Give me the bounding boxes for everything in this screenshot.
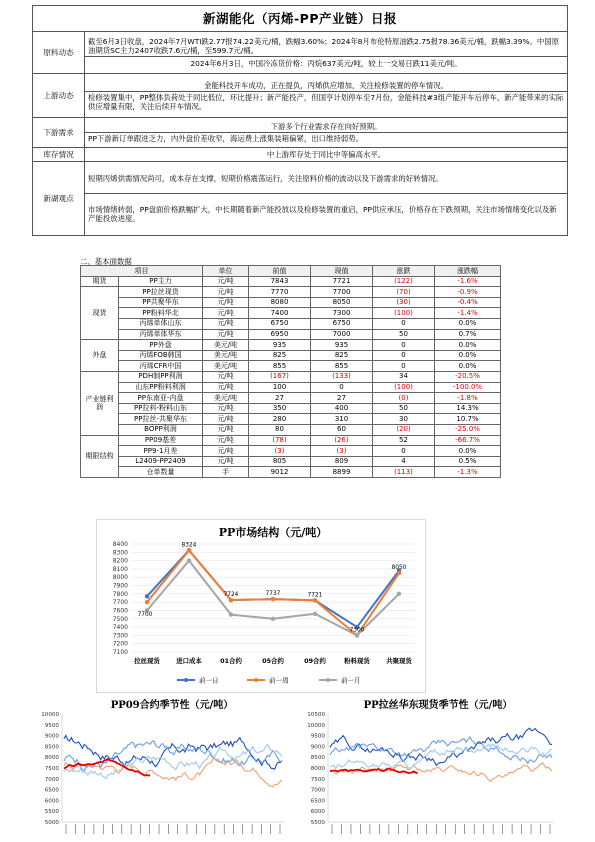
current-cell: 8050 [311,297,373,308]
change-cell: (100) [373,382,435,393]
change-cell: 0 [373,340,435,351]
y-tick-label: 7500 [112,615,128,623]
item-cell: PP拉料-粉料山东 [119,403,203,414]
y-tick-label: 6500 [310,798,325,805]
table-row [81,297,501,308]
prev-cell: (3) [249,446,311,457]
row-label-inventory: 库存情况 [33,148,85,162]
demand-text [85,118,568,148]
x-tick-label: 09合约 [304,657,326,665]
change-pct-cell: 10.7% [435,414,501,425]
item-cell: 山东PP粉料利润 [119,382,203,393]
change-cell: 0 [373,350,435,361]
item-cell: PP东南亚-内盘 [119,393,203,404]
change-pct-cell: 0.0% [435,361,501,372]
current-cell: 935 [311,340,373,351]
change-pct-cell: 0.5% [435,456,501,467]
change-pct-cell: 0.7% [435,329,501,340]
y-tick-label: 7600 [112,607,128,615]
raw-material-line-1: 截至6月3日收盘，2024年7月WTI跌2.77报74.22美元/桶，跌幅3.60%；2024年8月布伦特原油跌2.75报78.36美元/桶，跌幅3.39%。中国原油期货SC主力2407收跌7.6元/桶，至599.7元/桶。 [85,36,567,57]
data-label: 7700 [137,612,153,619]
item-cell: L2409-PP2409 [119,456,203,467]
unit-cell: 元/吨 [203,297,249,308]
change-cell: (122) [373,276,435,287]
unit-cell: 元/吨 [203,456,249,467]
table-row [81,308,501,319]
category-cell: 期限结构 [81,435,119,477]
x-tick-label: 01合约 [220,657,242,665]
y-tick-label: 8500 [310,755,325,762]
unit-cell: 元/吨 [203,403,249,414]
current-cell: 400 [311,403,373,414]
upstream-line-2: 检修装置集中，PP整体负荷处于同比低位，环比提升；新产能投产，但国亨计划停车至7月份，金能科技#3组产能开车后停车，新产能带来的实际供应增量有限，关注后续开车情况。 [88,92,564,111]
data-point [355,633,359,637]
x-tick-label: 共聚现货 [386,657,412,665]
data-label: 7724 [223,592,239,599]
x-tick-label: 进口成本 [176,657,202,665]
change-cell: 0 [373,446,435,457]
table-row [81,287,501,298]
row-label-raw-material: 原料动态 [33,32,85,74]
data-label: 7721 [307,592,323,599]
item-cell: PP主力 [119,276,203,287]
prev-cell: 280 [249,414,311,425]
prev-cell: 935 [249,340,311,351]
prev-cell: 100 [249,382,311,393]
y-tick-label: 5500 [310,820,325,826]
data-label: 7300 [349,627,365,634]
unit-cell: 美元/吨 [203,350,249,361]
change-pct-cell: 0.0% [435,340,501,351]
data-label: 8324 [181,542,197,549]
change-cell: 34 [373,371,435,382]
table-row [81,361,501,372]
change-cell: (20) [373,424,435,435]
y-tick-label: 7000 [44,776,59,783]
seasonal-series-line [330,728,552,765]
demand-line-1: 下游多个行业需求存在向好预期。 [85,121,567,133]
item-cell: PP粉料华北 [119,308,203,319]
y-tick-label: 9500 [44,722,59,729]
prev-cell: 7843 [249,276,311,287]
prev-cell: 9012 [249,467,311,478]
seasonal-series-line [330,737,552,763]
y-tick-label: 10000 [41,712,59,718]
demand-line-2: PP下游新订单跟进乏力，内外盘价差收窄，海运费上涨集装箱偏紧，出口维持弱势。 [88,134,363,143]
data-point [145,594,149,598]
row-label-demand: 下游需求 [33,118,85,148]
change-pct-cell: -25.0% [435,424,501,435]
current-cell: (3) [311,446,373,457]
header-item: 项目 [81,266,203,277]
prev-cell: 6950 [249,329,311,340]
view-line-2: 市场情绪转弱，PP盘面价格跌幅扩大，中长期随着新产能投放以及检修装置的重启，PP供应承压，价格存在下跌预期，关注市场情绪变化以及新产能投放进度。 [88,205,557,223]
y-tick-label: 7400 [112,624,128,632]
table-row [81,276,501,287]
change-cell: 0 [373,318,435,329]
item-cell: PP拉丝-共聚华东 [119,414,203,425]
change-pct-cell: 0.0% [435,318,501,329]
table-row [81,435,501,446]
y-tick-label: 6500 [44,787,59,794]
table-row [81,467,501,478]
upstream-text [85,74,568,118]
category-cell: 期货 [81,276,119,287]
header-current: 现值 [311,266,373,277]
data-point [271,617,275,621]
raw-material-line-2: 2024年6月3日，中国冷冻货价格：丙烷637美元/吨，较上一交易日跌11美元/吨。 [190,59,462,68]
change-pct-cell: -66.7% [435,435,501,446]
series-line [147,550,399,627]
y-tick-label: 6000 [44,798,59,805]
basic-data-table [80,265,501,478]
y-tick-label: 9000 [44,733,59,740]
category-cell: 现货 [81,287,119,340]
legend-label: 前一月 [341,676,361,685]
view-line-1: 短期丙烯供需情况尚可，成本存在支撑，短期价格震荡运行，关注原料价格的波动以及下游需求的好转情况。 [85,173,567,194]
data-point [187,558,191,562]
change-cell: 30 [373,414,435,425]
y-tick-label: 7100 [112,649,128,656]
change-pct-cell: -1.3% [435,467,501,478]
current-cell: 310 [311,414,373,425]
inventory-text: 中上游库存处于同比中等偏高水平。 [85,148,568,162]
data-label: 7737 [265,591,281,598]
unit-cell: 美元/吨 [203,361,249,372]
item-cell: PP共聚华东 [119,297,203,308]
current-cell: 6750 [311,318,373,329]
unit-cell: 手 [203,467,249,478]
y-tick-label: 8000 [112,574,128,582]
change-pct-cell: -0.4% [435,297,501,308]
data-point [229,612,233,616]
data-point [229,598,233,602]
data-point [397,592,401,596]
table-row [81,329,501,340]
current-cell: 7700 [311,287,373,298]
y-tick-label: 8200 [112,557,128,565]
current-cell: 27 [311,393,373,404]
prev-cell: 805 [249,456,311,467]
market-structure-title: PP市场结构（元/吨） [218,526,328,539]
data-point [313,598,317,602]
current-cell: 7300 [311,308,373,319]
change-cell: (70) [373,287,435,298]
prev-cell: (78) [249,435,311,446]
y-tick-label: 7800 [112,590,128,598]
pp09-seasonality-svg [32,694,294,842]
change-pct-cell: -20.5% [435,371,501,382]
prev-cell: 8080 [249,297,311,308]
unit-cell: 元/吨 [203,276,249,287]
change-cell: 4 [373,456,435,467]
x-tick-label: 粉料现货 [344,657,370,665]
y-tick-label: 8000 [44,755,59,762]
table-row [81,403,501,414]
prev-cell: 7400 [249,308,311,319]
current-cell: 7721 [311,276,373,287]
table-row [81,371,501,382]
prev-cell: 855 [249,361,311,372]
unit-cell: 元/吨 [203,435,249,446]
prev-cell: 6750 [249,318,311,329]
y-tick-label: 9000 [310,744,325,751]
y-tick-label: 5500 [44,809,59,816]
table-row [81,456,501,467]
change-pct-cell: -0.9% [435,287,501,298]
current-cell: 0 [311,382,373,393]
upstream-line-1: 金能科技开车成功，正在提负，丙烯供应增加，关注检修装置的停车情况。 [85,80,567,92]
unit-cell: 元/吨 [203,371,249,382]
header-prev: 前值 [249,266,311,277]
seasonal-series-line [64,735,282,769]
prev-cell: 80 [249,424,311,435]
change-pct-cell: -1.6% [435,276,501,287]
category-cell: 外盘 [81,340,119,372]
table-row [81,446,501,457]
header-change-pct: 涨跌幅 [435,266,501,277]
view-text [85,162,568,236]
change-pct-cell: 0.0% [435,446,501,457]
y-tick-label: 7700 [112,599,128,607]
item-cell: 丙烯单体山东 [119,318,203,329]
current-cell: 825 [311,350,373,361]
unit-cell: 元/吨 [203,318,249,329]
unit-cell: 元/吨 [203,329,249,340]
y-tick-label: 7500 [310,776,325,783]
change-cell: 50 [373,329,435,340]
y-tick-label: 8400 [112,541,128,548]
unit-cell: 美元/吨 [203,393,249,404]
report-table [32,5,568,236]
prev-cell: 825 [249,350,311,361]
change-cell: 50 [373,403,435,414]
change-pct-cell: -1.8% [435,393,501,404]
raw-material-text [85,32,568,74]
row-label-upstream: 上游动态 [33,74,85,118]
y-tick-label: 8300 [112,549,128,557]
basic-data-title: 二、基本面数据 [80,257,132,266]
pp09-seasonality-chart [32,694,294,842]
y-tick-label: 7900 [112,582,128,590]
legend-label: 前一日 [199,676,219,685]
table-row [81,350,501,361]
change-cell: (0) [373,393,435,404]
table-row [81,393,501,404]
prev-cell: 350 [249,403,311,414]
legend-label: 前一周 [269,676,289,685]
table-row [81,340,501,351]
current-cell: (26) [311,435,373,446]
current-cell: 7000 [311,329,373,340]
change-cell: (30) [373,297,435,308]
y-tick-label: 9500 [310,733,325,740]
item-cell: 丙烯单体华东 [119,329,203,340]
y-tick-label: 6000 [310,809,325,816]
pp-spot-seasonality-title: PP拉丝华东现货季节性（元/吨） [363,700,513,711]
unit-cell: 元/吨 [203,424,249,435]
item-cell: PP拉丝现货 [119,287,203,298]
data-point [397,571,401,575]
item-cell: PDH制PP利润 [119,371,203,382]
item-cell: PP外盘 [119,340,203,351]
prev-cell: 27 [249,393,311,404]
report-title: 新湖能化（丙烯-PP产业链）日报 [33,6,568,32]
row-label-view: 新湖观点 [33,162,85,236]
pp-spot-seasonality-svg [298,694,564,842]
unit-cell: 元/吨 [203,446,249,457]
prev-cell: 7770 [249,287,311,298]
header-unit: 单位 [203,266,249,277]
unit-cell: 元/吨 [203,308,249,319]
item-cell: PP09基差 [119,435,203,446]
y-tick-label: 7500 [44,766,59,772]
seasonal-series-line [64,745,282,779]
data-label: 8050 [391,565,407,572]
change-cell: 52 [373,435,435,446]
table-row [81,318,501,329]
y-tick-label: 10500 [307,712,325,718]
x-tick-label: 05合约 [262,657,284,665]
y-tick-label: 7200 [112,640,128,648]
seasonal-series-line [330,744,552,768]
item-cell: 丙烯CFR中国 [119,361,203,372]
unit-cell: 元/吨 [203,287,249,298]
current-cell: 855 [311,361,373,372]
y-tick-label: 5000 [44,820,59,826]
change-cell: (113) [373,467,435,478]
change-pct-cell: 14.3% [435,403,501,414]
legend-marker [254,678,258,682]
current-cell: (133) [311,371,373,382]
current-cell: 809 [311,456,373,467]
data-point [313,612,317,616]
unit-cell: 元/吨 [203,382,249,393]
change-cell: 0 [373,361,435,372]
y-tick-label: 10000 [307,722,325,729]
change-pct-cell: -100.0% [435,382,501,393]
y-tick-label: 8500 [44,744,59,751]
current-cell: 60 [311,424,373,435]
data-point [271,597,275,601]
pp-spot-seasonality-chart [298,694,564,842]
item-cell: 仓单数量 [119,467,203,478]
unit-cell: 元/吨 [203,414,249,425]
table-row [81,424,501,435]
item-cell: PP9-1月差 [119,446,203,457]
prev-cell: (167) [249,371,311,382]
change-pct-cell: 0.0% [435,350,501,361]
current-cell: 8899 [311,467,373,478]
y-tick-label: 8000 [310,766,325,772]
legend-marker [326,678,330,682]
change-pct-cell: -1.4% [435,308,501,319]
y-tick-label: 7000 [310,787,325,794]
header-change: 涨跌 [373,266,435,277]
legend-marker [184,678,188,682]
data-point [145,600,149,604]
table-row [81,382,501,393]
x-tick-label: 拉丝现货 [134,657,160,665]
item-cell: BOPP利润 [119,424,203,435]
y-tick-label: 7300 [112,632,128,640]
market-structure-svg [97,520,425,692]
market-structure-chart [96,519,426,693]
table-row [81,414,501,425]
item-cell: 丙烯FOB韩国 [119,350,203,361]
unit-cell: 美元/吨 [203,340,249,351]
change-cell: (100) [373,308,435,319]
category-cell: 产业链利润 [81,371,119,435]
pp09-seasonality-title: PP09合约季节性（元/吨） [110,700,234,711]
data-point [187,548,191,552]
y-tick-label: 8100 [112,565,128,573]
